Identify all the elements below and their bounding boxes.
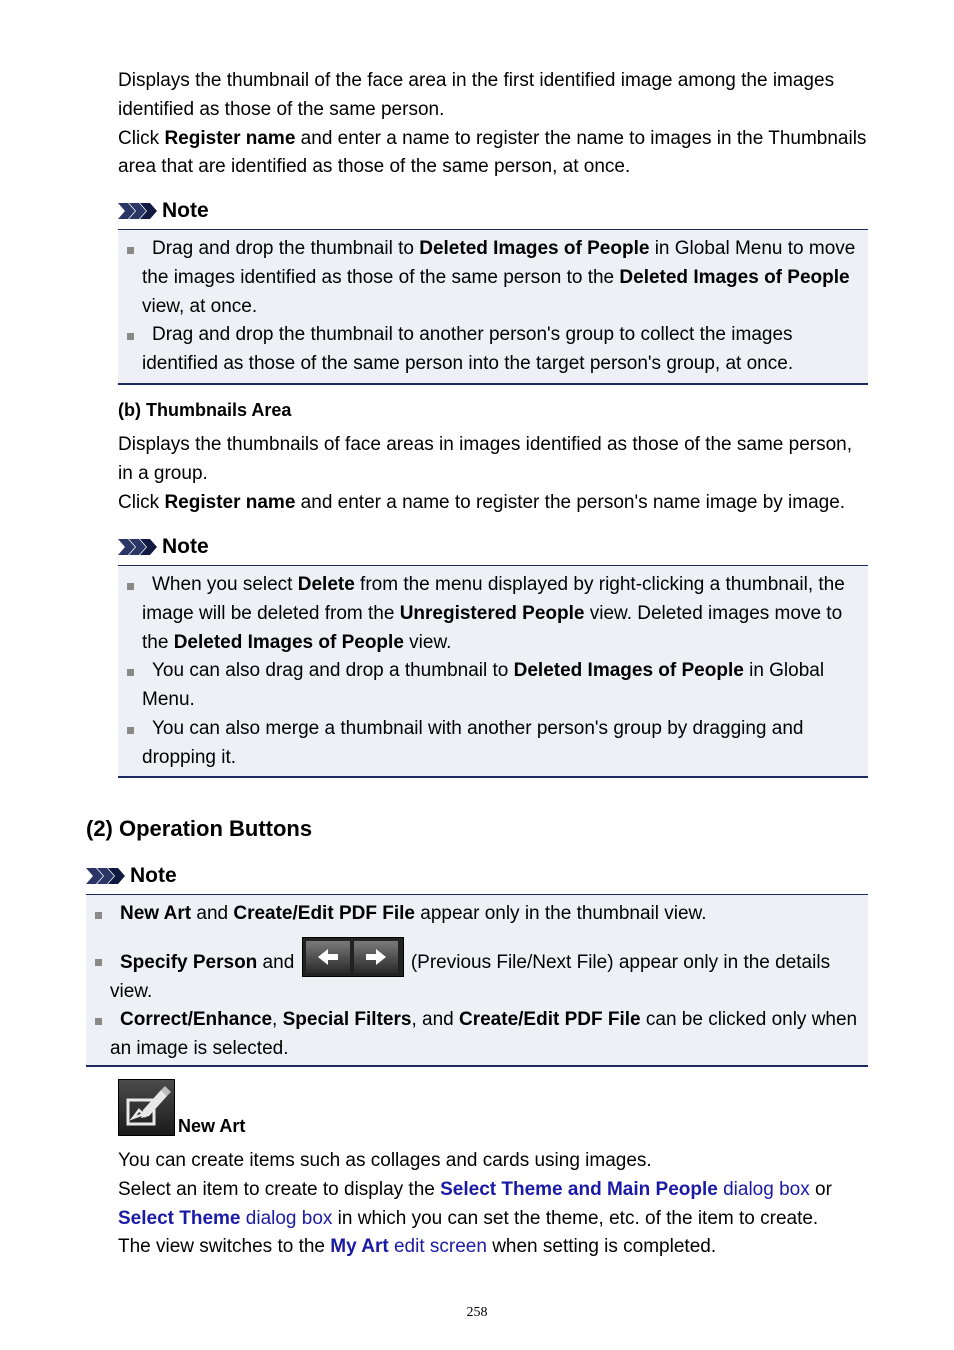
bullet <box>127 727 134 734</box>
bullet <box>127 669 134 676</box>
note3-item-2 <box>86 937 858 1007</box>
note3-item-3 <box>86 1006 858 1064</box>
note2-item-3 <box>118 715 858 773</box>
note-label: Note <box>162 199 209 222</box>
note1-item-1 <box>118 235 858 321</box>
thumbs-click-post: and enter a name to register the person's name image by image. <box>295 491 846 513</box>
deleted-images-term: Deleted Images of People <box>173 631 404 653</box>
arrow-left-icon <box>316 947 340 967</box>
note1-item-1-mid: in Global Menu to move the images identified as those of the same person to the <box>142 238 856 288</box>
note-arrows-icon <box>118 201 158 221</box>
edit-screen-link-text[interactable]: edit screen <box>388 1236 487 1258</box>
new-art-icon <box>118 1079 175 1136</box>
my-art-link-bold[interactable]: My Art <box>330 1236 389 1258</box>
note1-item-2-text: Drag and drop the thumbnail to another person's group to collect the images identified as those of the same person into the target person's group, at once. <box>142 324 794 375</box>
select-theme-link-bold[interactable]: Select Theme <box>118 1207 241 1229</box>
select-theme-and-main-people-link[interactable] <box>440 1179 810 1200</box>
note3-item-1-post: appear only in the thumbnail view. <box>414 903 707 924</box>
note-box-2 <box>118 565 868 778</box>
sep-1: , <box>272 1009 283 1031</box>
specify-person-term: Specify Person <box>120 951 258 973</box>
note2-item-2 <box>118 657 858 715</box>
note2-item-1 <box>118 571 858 657</box>
note-label: Note <box>130 864 177 887</box>
new-art-line-2-pre: Select an item to create to display the <box>118 1178 441 1200</box>
register-name-term-2: Register name <box>164 491 296 513</box>
note1-item-1-post: view, at once. <box>142 295 258 317</box>
select-theme-link[interactable] <box>118 1208 332 1229</box>
note1-item-1-pre: Drag and drop the thumbnail to <box>152 238 420 259</box>
note2-item-1-mid2: view. Deleted images move to the <box>142 602 843 653</box>
thumbs-click-pre: Click <box>118 491 165 513</box>
create-edit-pdf-term: Create/Edit PDF File <box>233 903 415 924</box>
note-box-1 <box>118 229 868 385</box>
new-art-title: New Art <box>178 1116 246 1136</box>
prev-next-file-buttons <box>302 937 404 977</box>
deleted-images-term-2: Deleted Images of People <box>513 660 744 682</box>
intro-click-post: and enter a name to register the name to images in the Thumbnails area that are identified as those of the same person, at once. <box>118 127 867 178</box>
bullet <box>127 333 134 340</box>
correct-enhance-term: Correct/Enhance <box>120 1009 273 1031</box>
sep-2: , and <box>411 1009 459 1031</box>
note3-item-3-post: can be clicked only when an image is selected. <box>110 1009 858 1060</box>
new-art-paragraph <box>118 1147 868 1262</box>
bullet <box>127 247 134 254</box>
dialog-box-link-text-2[interactable]: dialog box <box>240 1207 333 1229</box>
bullet <box>127 583 134 590</box>
thumbnails-text: Displays the thumbnails of face areas in images identified as those of the same person, in a group. <box>118 434 853 484</box>
bullet <box>95 912 102 919</box>
note3-item-1 <box>86 900 858 929</box>
note1-item-2 <box>118 321 858 379</box>
note2-item-2-pre: You can also drag and drop a thumbnail to <box>152 660 514 682</box>
note-header-1 <box>118 197 209 225</box>
new-art-term: New Art <box>120 903 192 924</box>
note1-term-deleted-images-view: Deleted Images of People <box>619 266 850 288</box>
intro-paragraph <box>118 67 868 182</box>
note-label: Note <box>162 535 209 558</box>
new-art-line-2-post: in which you can set the theme, etc. of the item to create. <box>332 1207 819 1229</box>
note3-item-1-mid: and <box>191 903 234 924</box>
intro-text: Displays the thumbnail of the face area in the first identified image among the images identified as those of the same person. <box>118 70 835 120</box>
page-number: 258 <box>466 1305 488 1320</box>
thumbnails-paragraph <box>118 431 868 517</box>
new-art-line-3-post: when setting is completed. <box>486 1236 717 1258</box>
register-name-term: Register name <box>164 127 296 149</box>
create-edit-pdf-term-2: Create/Edit PDF File <box>459 1009 641 1031</box>
intro-click-pre: Click <box>118 127 165 149</box>
new-art-line-3-pre: The view switches to the <box>118 1236 331 1258</box>
note-header-3 <box>86 862 177 890</box>
bullet <box>95 959 102 966</box>
select-theme-main-people-link-bold[interactable]: Select Theme and Main People <box>440 1178 718 1200</box>
note3-item-2-mid: and <box>257 951 300 973</box>
note-arrows-icon <box>86 866 126 886</box>
note2-item-1-post: view. <box>403 631 452 653</box>
note-header-2 <box>118 533 209 561</box>
special-filters-term: Special Filters <box>282 1009 412 1031</box>
unregistered-people-term: Unregistered People <box>399 602 585 624</box>
bullet <box>95 1018 102 1025</box>
note3-item-2-post: (Previous File/Next File) appear only in the details view. <box>110 951 831 1002</box>
note2-item-2-post: in Global Menu. <box>142 660 825 711</box>
new-art-line-1: You can create items such as collages and cards using images. <box>118 1150 652 1171</box>
operation-buttons-heading: (2) Operation Buttons <box>86 816 313 841</box>
previous-file-button <box>306 941 350 973</box>
note1-term-deleted-images: Deleted Images of People <box>419 238 650 259</box>
note2-item-1-mid: from the menu displayed by right-clicking a thumbnail, the image will be deleted from the <box>142 574 845 624</box>
note2-item-3-text: You can also merge a thumbnail with another person's group by dragging and dropping it. <box>142 717 804 768</box>
thumbnails-area-heading: (b) Thumbnails Area <box>118 400 292 420</box>
my-art-edit-screen-link[interactable] <box>330 1236 487 1257</box>
note2-item-1-pre: When you select <box>152 574 298 595</box>
new-art-line-2-mid: or <box>809 1178 832 1200</box>
note-arrows-icon <box>118 537 158 557</box>
dialog-box-link-text[interactable]: dialog box <box>717 1178 810 1200</box>
arrow-right-icon <box>364 947 388 967</box>
delete-term: Delete <box>297 574 355 595</box>
pencil-canvas-icon <box>119 1080 174 1135</box>
note-box-3 <box>86 894 868 1067</box>
next-file-button <box>354 941 398 973</box>
